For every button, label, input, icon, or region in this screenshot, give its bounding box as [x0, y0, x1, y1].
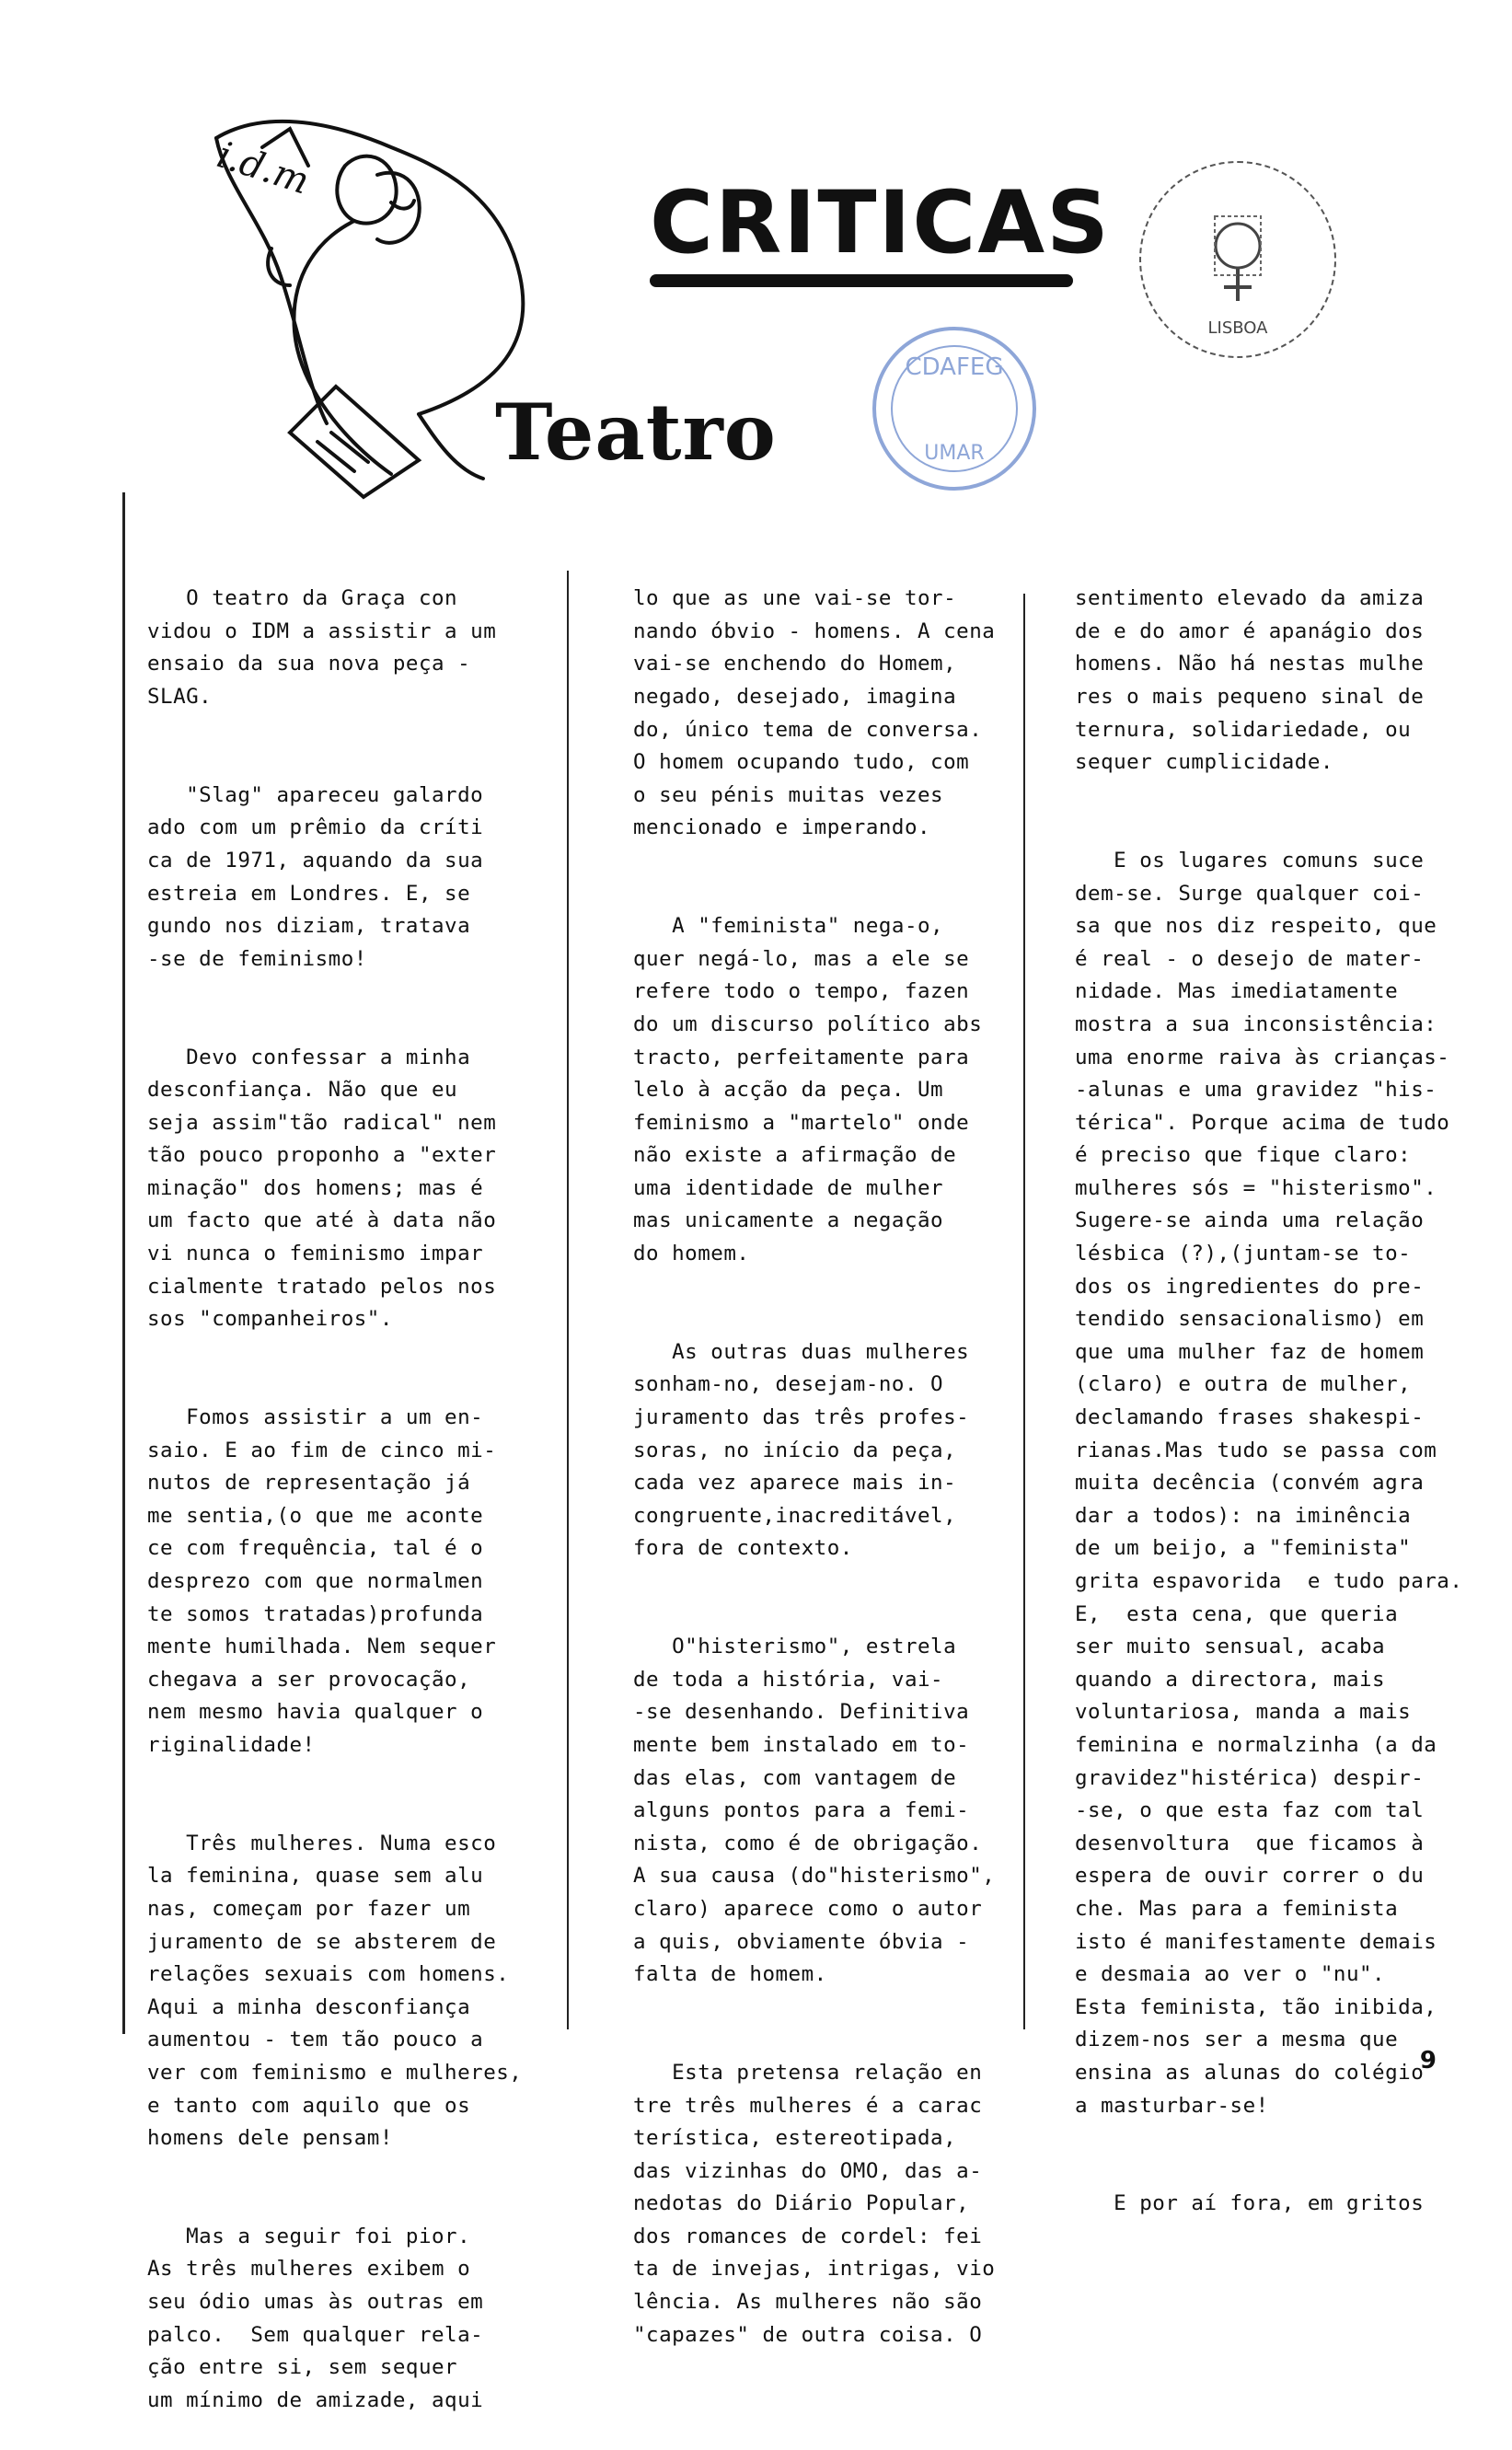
page-headline: CRITICAS — [650, 173, 1111, 273]
stamp-emblem-icon — [1141, 163, 1334, 356]
page-number: 9 — [1419, 2047, 1437, 2074]
stamp-city-text: LISBOA — [1207, 318, 1268, 338]
stamp-ring-icon — [876, 330, 1033, 487]
paragraph: sentimento elevado da amiza de e do amor é apanágio dos homens. Não há nestas mulhe res o mais pequeno sinal de ternura, solidariedade, ou sequer cumplicidade. — [1075, 586, 1425, 775]
paragraph: Mas a seguir foi pior. As três mulheres exibem o seu ódio umas às outras em palco. Sem qualquer rela- ção entre si, sem sequer um mínimo de amizade, aqui — [147, 2224, 484, 2412]
article-column-2 — [633, 517, 1020, 2385]
paragraph: Esta pretensa relação en tre três mulheres é a carac terística, estereotipada, das vizinhas do OMO, das a- nedotas do Diário Popular, dos romances de cordel: fei ta de invejas, intrigas, vio lência. As mulheres não são "capazes" de outra coisa. O — [633, 2060, 996, 2347]
stamp-bottom-text: UMAR — [924, 442, 985, 465]
paragraph: E por aí fora, em gritos — [1075, 2191, 1425, 2216]
column-rule-right — [1023, 594, 1025, 2029]
article-column-3 — [1075, 517, 1461, 2253]
paragraph: lo que as une vai-se tor- nando óbvio - homens. A cena vai-se enchendo do Homem, negado, desejado, imagina do, único tema de conversa. O homem ocupando tudo, com o seu pénis muitas vezes mencionado e imperando. — [633, 586, 996, 840]
paragraph: E os lugares comuns suce dem-se. Surge qualquer coi- sa que nos diz respeito, que é real - o desejo de mater- nidade. Mas imediatamente mostra a sua inconsistência: uma enorme raiva às crianças- -alunas e uma gravidez "his- térica". Porque acima de tudo é preciso que fique claro: mulheres sós = "histerismo". Sugere-se ainda uma relação lésbica (?),(juntam-se to- dos os ingredientes do pre- tendido sensacionalismo) em que uma mulher faz de homem (claro) e outra de mulher, declamando frases shakespi- rianas.Mas tudo se passa com muita decência (convém agra dar a todos): na iminência de um beijo, a "feminista" grita espavorida e tudo para. E, esta cena, que queria ser muito sensual, acaba quando a directora, mais voluntariosa, manda a mais feminina e normalzinha (a da gravidez"histérica) despir- -se, o que esta faz com tal desenvoltura que ficamos à espera de ouvir correr o du che. Mas para a feminista isto é manifestamente demais e desmaia ao ver o "nu". Esta feminista, tão inibida, dizem-nos ser a mesma que ensina as alunas do colégio a masturbar-se! — [1075, 848, 1463, 2118]
column-rule-middle — [567, 571, 569, 2029]
lisboa-stamp — [1139, 161, 1336, 358]
paragraph: Devo confessar a minha desconfiança. Não que eu seja assim"tão radical" nem tão pouco proponho a "exter minação" dos homens; mas é um facto que até à data não vi nunca o feminismo impar cialmente tratado pelos nos sos "companheiros". — [147, 1045, 497, 1332]
paragraph: A "feminista" nega-o, quer negá-lo, mas a ele se refere todo o tempo, fazen do um discurso político abs tracto, perfeitamente para lelo à acção da peça. Um feminismo a "martelo" onde não existe a afirmação de uma identidade de mulher mas unicamente a negação do homem. — [633, 914, 983, 1266]
paragraph: O"histerismo", estrela de toda a história, vai- -se desenhando. Definitiva mente bem instalado em to- das elas, com vantagem de alguns pontos para a femi- nista, como é de obrigação. A sua causa (do"histerismo", claro) aparece como o autor a quis, obviamente óbvia - falta de homem. — [633, 1635, 996, 1987]
cdafeg-stamp — [872, 327, 1036, 491]
paragraph: Três mulheres. Numa esco la feminina, quase sem alu nas, começam por fazer um juramento de se absterem de relações sexuais com homens. Aqui a minha desconfiança aumentou - tem tão pouco a ver com feminismo e mulheres, e tanto com aquilo que os homens dele pensam! — [147, 1831, 523, 2151]
section-title: Teatro — [495, 387, 777, 478]
column-rule-left — [122, 492, 125, 2034]
paragraph: "Slag" apareceu galardo ado com um prêmio da críti ca de 1971, aquando da sua estreia em Londres. E, se gundo nos diziam, tratava -se de feminismo! — [147, 782, 484, 971]
paragraph: O teatro da Graça con vidou o IDM a assistir a um ensaio da sua nova peça - SLAG. — [147, 586, 497, 709]
headline-underline — [650, 274, 1073, 287]
article-column-1 — [147, 517, 534, 2450]
paragraph: As outras duas mulheres sonham-no, desejam-no. O juramento das três profes- soras, no início da peça, cada vez aparece mais in- congruente,inacreditável, fora de contexto. — [633, 1339, 970, 1561]
logo-tag-text: i.d.m — [212, 133, 315, 203]
stamp-top-text: CDAFEG — [905, 353, 1004, 381]
paragraph: Fomos assistir a um en- saio. E ao fim de cinco mi- nutos de representação já me sentia,(o que me aconte ce com frequência, tal é o desprezo com que normalmen te somos tratadas)profunda mente humilhada. Nem sequer chegava a ser provocação, nem mesmo havia qualquer o riginalidade! — [147, 1405, 497, 1757]
